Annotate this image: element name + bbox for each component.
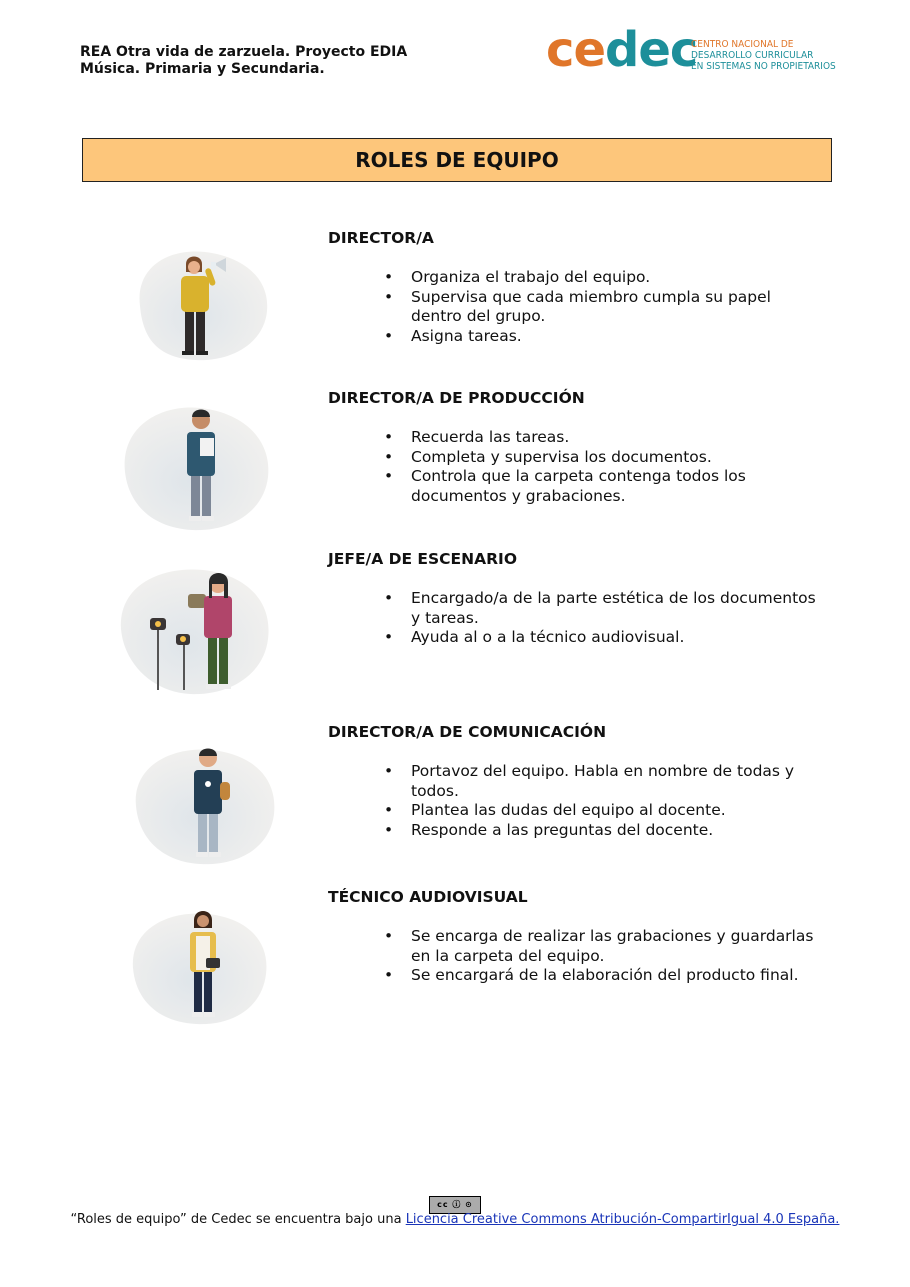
document-header xyxy=(80,44,407,78)
role-title-director: DIRECTOR/A xyxy=(328,229,434,247)
list-item: • Portavoz del equipo. Habla en nombre de todas y todos. xyxy=(384,762,824,801)
logo-subtitle xyxy=(691,39,836,72)
director-illustration xyxy=(130,246,270,364)
license-text: “Roles de equipo” de Cedec se encuentra bajo una xyxy=(70,1212,406,1227)
production-director-illustration xyxy=(120,402,272,534)
role-list-production-director xyxy=(384,428,824,506)
list-item: • Se encarga de realizar las grabaciones y guardarlas en la carpeta del equipo. xyxy=(384,927,824,966)
role-list-director xyxy=(384,268,824,346)
page-title: ROLES DE EQUIPO xyxy=(355,148,559,172)
page-title-box xyxy=(82,138,832,182)
logo-sub-line-1: CENTRO NACIONAL DE xyxy=(691,39,794,50)
cedec-logo xyxy=(546,22,856,78)
role-title-production-director: DIRECTOR/A DE PRODUCCIÓN xyxy=(328,389,585,407)
role-list-communication-director xyxy=(384,762,824,840)
list-item: • Plantea las dudas del equipo al docente. xyxy=(384,801,824,821)
audiovisual-technician-illustration xyxy=(130,908,270,1026)
logo-wordmark xyxy=(546,22,697,78)
list-item: • Encargado/a de la parte estética de los documentos y tareas. xyxy=(384,589,824,628)
list-item: • Supervisa que cada miembro cumpla su papel dentro del grupo. xyxy=(384,288,824,327)
header-line-2: Música. Primaria y Secundaria. xyxy=(80,61,325,77)
list-item: • Asigna tareas. xyxy=(384,327,824,347)
list-item: • Completa y supervisa los documentos. xyxy=(384,448,824,468)
logo-word-part2: dec xyxy=(605,22,698,78)
stage-manager-illustration xyxy=(118,564,274,698)
role-list-stage-manager xyxy=(384,589,824,648)
role-list-audiovisual-technician xyxy=(384,927,824,986)
communication-director-illustration xyxy=(132,744,278,866)
list-item: • Controla que la carpeta contenga todos los documentos y grabaciones. xyxy=(384,467,824,506)
role-title-audiovisual-technician: TÉCNICO AUDIOVISUAL xyxy=(328,888,528,906)
role-title-communication-director: DIRECTOR/A DE COMUNICACIÓN xyxy=(328,723,607,741)
list-item: • Se encargará de la elaboración del producto final. xyxy=(384,966,824,986)
logo-word-part1: ce xyxy=(546,22,606,78)
header-line-1: REA Otra vida de zarzuela. Proyecto EDIA xyxy=(80,44,408,60)
cc-license-badge[interactable]: cc ⓘ ⊙ xyxy=(429,1196,481,1214)
list-item: • Ayuda al o a la técnico audiovisual. xyxy=(384,628,824,648)
list-item: • Organiza el trabajo del equipo. xyxy=(384,268,824,288)
list-item: • Recuerda las tareas. xyxy=(384,428,824,448)
license-link[interactable]: Licencia Creative Commons Atribución-CompartirIgual 4.0 España. xyxy=(405,1212,840,1227)
logo-sub-line-3: EN SISTEMAS NO PROPIETARIOS xyxy=(691,61,836,72)
license-footer xyxy=(0,1212,910,1227)
license-badge-row xyxy=(0,1192,910,1214)
role-title-stage-manager: JEFE/A DE ESCENARIO xyxy=(328,550,517,568)
logo-sub-line-2: DESARROLLO CURRICULAR xyxy=(691,50,814,61)
list-item: • Responde a las preguntas del docente. xyxy=(384,821,824,841)
